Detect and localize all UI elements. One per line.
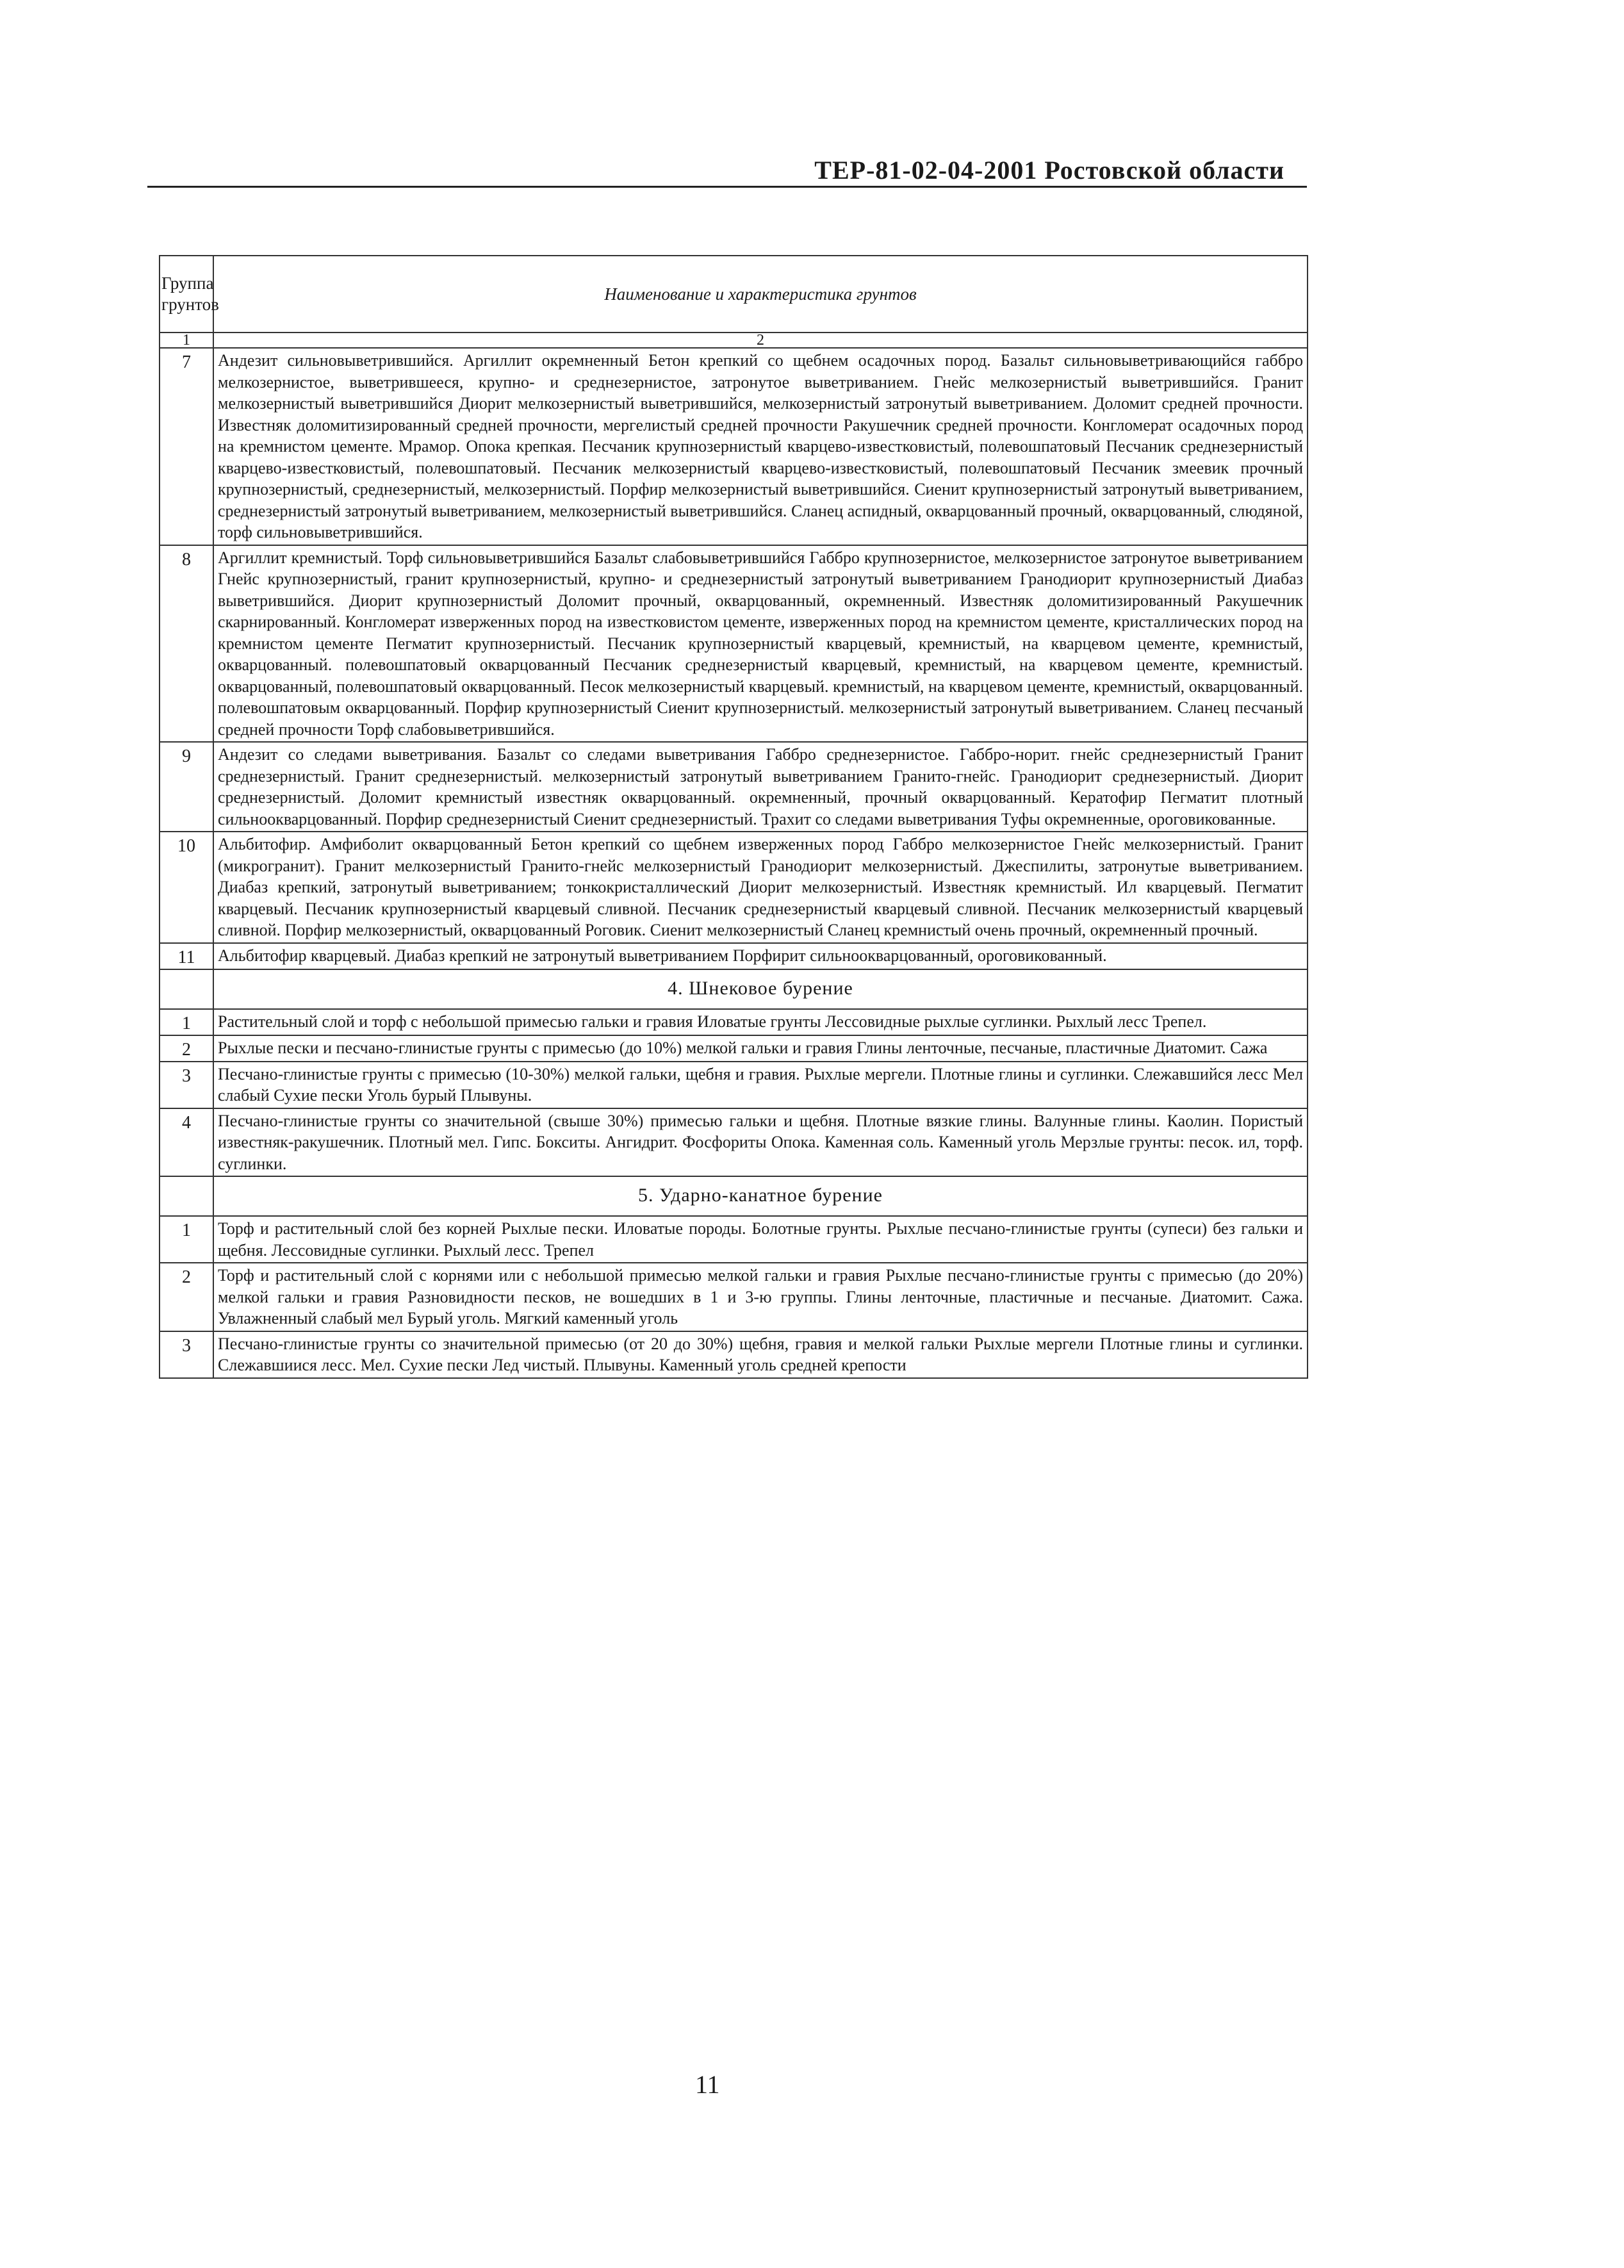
soil-description: Аргиллит кремнистый. Торф сильновыветрившийся Базальт слабовыветрившийся Габбро крупнозернистое, мелкозернистое затронутое выветриванием Гнейс крупнозернистый, гранит крупнозернистый, крупно- и среднезернистый затронутый выветриванием Гранодиорит крупнозернистый Диабаз выветрившийся. Диорит крупнозернистый Доломит прочный, окварцованный, окремненный. Известняк доломитизированный Ракушечник скарнированный. Конгломерат изверженных пород на известковистом цементе, изверженных пород на кремнистом цементе, кристаллических пород на кремнистом цементе Пегматит крупнозернистый. Песчаник крупнозернистый кварцевый, кремнистый, на кварцевом цементе, кремнистый, окварцованный. полевошпатовый окварцованный Песчаник среднезернистый кварцевый, кремнистый, на кварцевом цементе, кремнистый. окварцованный, полевошпатовый окварцованный. Песок мелкозернистый кварцевый. кремнистый, на кварцевом цементе, кремнистый, окварцованный. полевошпатовым окварцованный. Порфир крупнозернистый Сиенит крупнозернистый. мелкозернистый затронутый выветриванием. Сланец песчаный средней прочности Торф слабовыветрившийся. [213,545,1308,743]
group-number: 3 [160,1331,213,1378]
group-number: 1 [160,1009,213,1035]
soil-description: Торф и растительный слой без корней Рыхлые пески. Иловатые породы. Болотные грунты. Рыхлые песчано-глинистые грунты (супеси) без гальки и щебня. Лессовидные суглинки. Рыхлый лесс. Трепел [213,1216,1308,1263]
group-number: 10 [160,832,213,943]
soil-description: Песчано-глинистые грунты со значительной (свыше 30%) примесью гальки и щебня. Плотные вязкие глины. Валунные глины. Каолин. Пористый известняк-ракушечник. Плотный мел. Гипс. Бокситы. Ангидрит. Фосфориты Опока. Каменная соль. Каменный уголь Мерзлые грунты: песок. ил, торф. суглинки. [213,1108,1308,1177]
section-header-row [160,1176,1308,1216]
group-number: 4 [160,1108,213,1177]
group-number: 2 [160,1263,213,1331]
group-column-header: Группа грунтов [160,256,213,333]
table-row [160,1062,1308,1108]
section-empty-cell [160,1176,213,1216]
table-row [160,1009,1308,1035]
soil-description: Торф и растительный слой с корнями или с небольшой примесью мелкой гальки и гравия Рыхлые песчано-глинистые грунты с примесью (до 20%) мелкой гальки и гравия Разновидности песков, не вошедших в 1 и 3-ю группы. Глины ленточные, пластичные и песчаные. Диатомит. Сажа. Увлажненный слабый мел Бурый уголь. Мягкий каменный уголь [213,1263,1308,1331]
table-row [160,832,1308,943]
table-row [160,1263,1308,1331]
group-number: 1 [160,1216,213,1263]
table-row [160,742,1308,832]
name-column-header: Наименование и характеристика грунтов [213,256,1308,333]
soil-description: Песчано-глинистые грунты со значительной примесью (от 20 до 30%) щебня, гравия и мелкой гальки Рыхлые мергели Плотные глины и суглинки. Слежавшиися лесс. Мел. Сухие пески Лед чистый. Плывуны. Каменный уголь средней крепости [213,1331,1308,1378]
column-number-1: 1 [160,333,213,348]
group-number: 9 [160,742,213,832]
section-empty-cell [160,969,213,1009]
page-number: 11 [695,2070,720,2099]
soil-description: Андезит со следами выветривания. Базальт со следами выветривания Габбро среднезернистое. Габбро-норит. гнейс среднезернистый Гранит среднезернистый. Гранит среднезернистый. мелкозернистый затронутый выветриванием Гранито-гнейс. Гранодиорит среднезернистый. Диорит среднезернистый. Доломит кремнистый известняк окварцованный. окремненный, прочный окварцованный. Кератофир Пегматит плотный сильноокварцованный. Порфир среднезернистый Сиенит среднезернистый. Трахит со следами выветривания Туфы окремненные, ороговикованные. [213,742,1308,832]
table-row [160,1331,1308,1378]
section-header-row [160,969,1308,1009]
table-header-row [160,256,1308,333]
soil-groups-table [159,255,1308,1379]
group-number: 7 [160,348,213,545]
table-row [160,1216,1308,1263]
soil-description: Альбитофир. Амфиболит окварцованный Бетон крепкий со щебнем изверженных пород Габбро мелкозернистое Гнейс мелкозернистый. Гранит (микрогранит). Гранит мелкозернистый Гранито-гнейс мелкозернистый Гранодиорит мелкозернистый. Джеспилиты, затронутые выветриванием. Диабаз крепкий, затронутый выветриванием; тонкокристаллический Диорит мелкозернистый. Известняк кремнистый. Ил кварцевый. Пегматит кварцевый. Песчаник крупнозернистый кварцевый сливной. Песчаник среднезернистый кварцевый сливной. Песчаник мелкозернистый кварцевый сливной. Порфир мелкозернистый, окварцованный Роговик. Сиенит мелкозернистый Сланец кремнистый очень прочный, окремненный прочный. [213,832,1308,943]
column-number-2: 2 [213,333,1308,348]
group-number: 11 [160,943,213,969]
soil-description: Андезит сильновыветрившийся. Аргиллит окремненный Бетон крепкий со щебнем осадочных пород. Базальт сильновыветривающийся габбро мелкозернистое, выветрившееся, крупно- и среднезернистое, затронутое выветриванием. Гнейс мелкозернистый выветрившийся. Гранит мелкозернистый выветрившийся Диорит мелкозернистый выветрившийся, мелкозернистый затронутый выветриванием. Доломит средней прочности. Известняк доломитизированный средней прочности, мергелистый средней прочности Ракушечник средней прочности. Конгломерат осадочных пород на кремнистом цементе. Мрамор. Опока крепкая. Песчаник крупнозернистый кварцево-известковистый, полевошпатовый Песчаник среднезернистый кварцево-известковистый, полевошпатовый. Песчаник мелкозернистый кварцево-известковистый, полевошпатовый Песчаник змеевик прочный крупнозернистый, среднезернистый, мелкозернистый. Порфир мелкозернистый выветрившийся. Сиенит крупнозернистый затронутый выветриванием, среднезернистый затронутый выветриванием, мелкозернистый выветрившийся. Сланец аспидный, окварцованный прочный, окварцованный, слюдяной, торф сильновыветрившийся. [213,348,1308,545]
table-row [160,1035,1308,1062]
group-number: 8 [160,545,213,743]
soil-description: Растительный слой и торф с небольшой примесью гальки и гравия Иловатые грунты Лессовидные рыхлые суглинки. Рыхлый лесс Трепел. [213,1009,1308,1035]
soil-description: Рыхлые пески и песчано-глинистые грунты с примесью (до 10%) мелкой гальки и гравия Глины ленточные, песчаные, пластичные Диатомит. Сажа [213,1035,1308,1062]
column-number-row [160,333,1308,348]
table-row [160,1108,1308,1177]
table-row [160,348,1308,545]
soil-description: Альбитофир кварцевый. Диабаз крепкий не затронутый выветриванием Порфирит сильноокварцованный, ороговикованный. [213,943,1308,969]
table-row [160,545,1308,743]
soil-description: Песчано-глинистые грунты с примесью (10-30%) мелкой гальки, щебня и гравия. Рыхлые мергели. Плотные глины и суглинки. Слежавшийся лесс Мел слабый Сухие пески Уголь бурый Плывуны. [213,1062,1308,1108]
group-number: 2 [160,1035,213,1062]
group-number: 3 [160,1062,213,1108]
document-code-title: ТЕР-81-02-04-2001 Ростовской области [814,156,1284,185]
header-rule [147,186,1307,188]
section-title-auger-drilling: 4. Шнековое бурение [213,969,1308,1009]
section-title-cable-drilling: 5. Ударно-канатное бурение [213,1176,1308,1216]
table-row [160,943,1308,969]
